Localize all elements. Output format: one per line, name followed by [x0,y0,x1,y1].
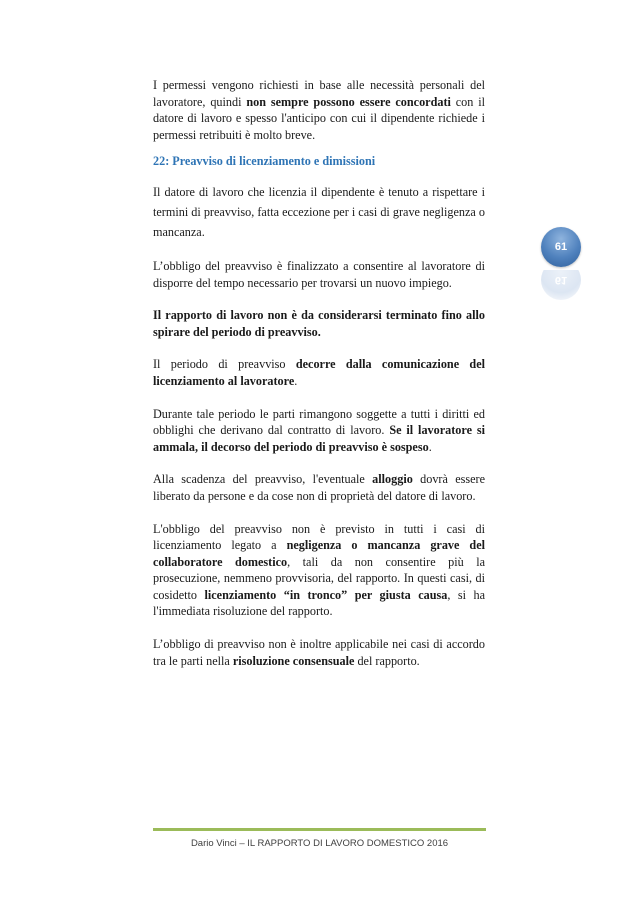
text-run: dovrà essere liberato da persone e da cose non di proprietà del datore di lavoro. [153,472,485,503]
bold-run: Se il lavoratore si ammala, il decorso del periodo di preavviso è sospeso [153,423,486,454]
paragraph-rapporto [153,307,485,340]
bold-run: Il rapporto di lavoro non è da considerarsi terminato fino allo spirare del periodo di preavviso. [153,308,485,339]
page-number-badge [541,227,581,267]
paragraph-decorrenza [153,356,485,389]
page-number-mirror: 61 [554,274,568,286]
page-body [153,77,485,685]
text-run: Il periodo di preavviso [153,357,296,372]
text-run: Alla scadenza del preavviso, l'eventuale [153,472,373,487]
footer-text: Dario Vinci – IL RAPPORTO DI LAVORO DOMESTICO 2016 [190,838,449,849]
page-number-reflection [541,270,581,300]
text-run: Durante tale periodo le parti rimangono soggette a tutti i diritti ed obblighi che derivano dal contratto di lavoro. [153,406,485,438]
paragraph-preavviso-intro: Il datore di lavoro che licenzia il dipendente è tenuto a rispettare i termini di preavviso, fatta eccezione per i casi di grave negligenza o mancanza. [153,184,485,239]
text-run: del rapporto. [354,653,420,668]
text-run: . [428,439,432,454]
paragraph-alloggio [153,471,485,504]
paragraph-malattia [153,406,485,456]
text-run: con il datore di lavoro e spesso l'anticipo con cui il dipendente richiede i permessi retribuiti è molto breve. [153,94,485,142]
text-run: I permessi vengono richiesti in base alle necessità personali del lavoratore, quindi [153,78,485,109]
bold-run: negligenza o mancanza grave del collaboratore domestico [153,538,485,569]
page-number: 61 [554,241,568,253]
section-heading: 22: Preavviso di licenziamento e dimissioni [153,154,376,169]
reflection-disc [541,270,581,300]
footer-rule [153,828,486,831]
text-run: , si ha l'immediata risoluzione del rapporto. [153,587,485,619]
bold-run: licenziamento “in tronco” per giusta causa [204,587,448,602]
paragraph-obbligo: L’obbligo del preavviso è finalizzato a consentire al lavoratore di disporre del tempo necessario per trovarsi un nuovo impiego. [153,258,485,290]
text-run: , tali da non consentire più la prosecuzione, nemmeno provvisoria, del rapporto. In questi casi, di cosidetto [153,554,485,602]
bold-run: alloggio [372,472,413,487]
paragraph-consensuale [153,636,485,669]
bold-run: decorre dalla comunicazione del licenziamento al lavoratore [153,357,486,388]
text-run: . [294,373,298,388]
paragraph-giusta-causa [153,521,485,621]
text-run: L’obbligo di preavviso non è inoltre applicabile nei casi di accordo tra le parti nella [153,637,485,668]
bold-run: non sempre possono essere concordati [246,94,451,109]
paragraph-permessi [153,77,485,143]
text-run: L'obbligo del preavviso non è previsto in tutti i casi di licenziamento legato a [153,521,485,553]
bold-run: risoluzione consensuale [232,653,355,668]
